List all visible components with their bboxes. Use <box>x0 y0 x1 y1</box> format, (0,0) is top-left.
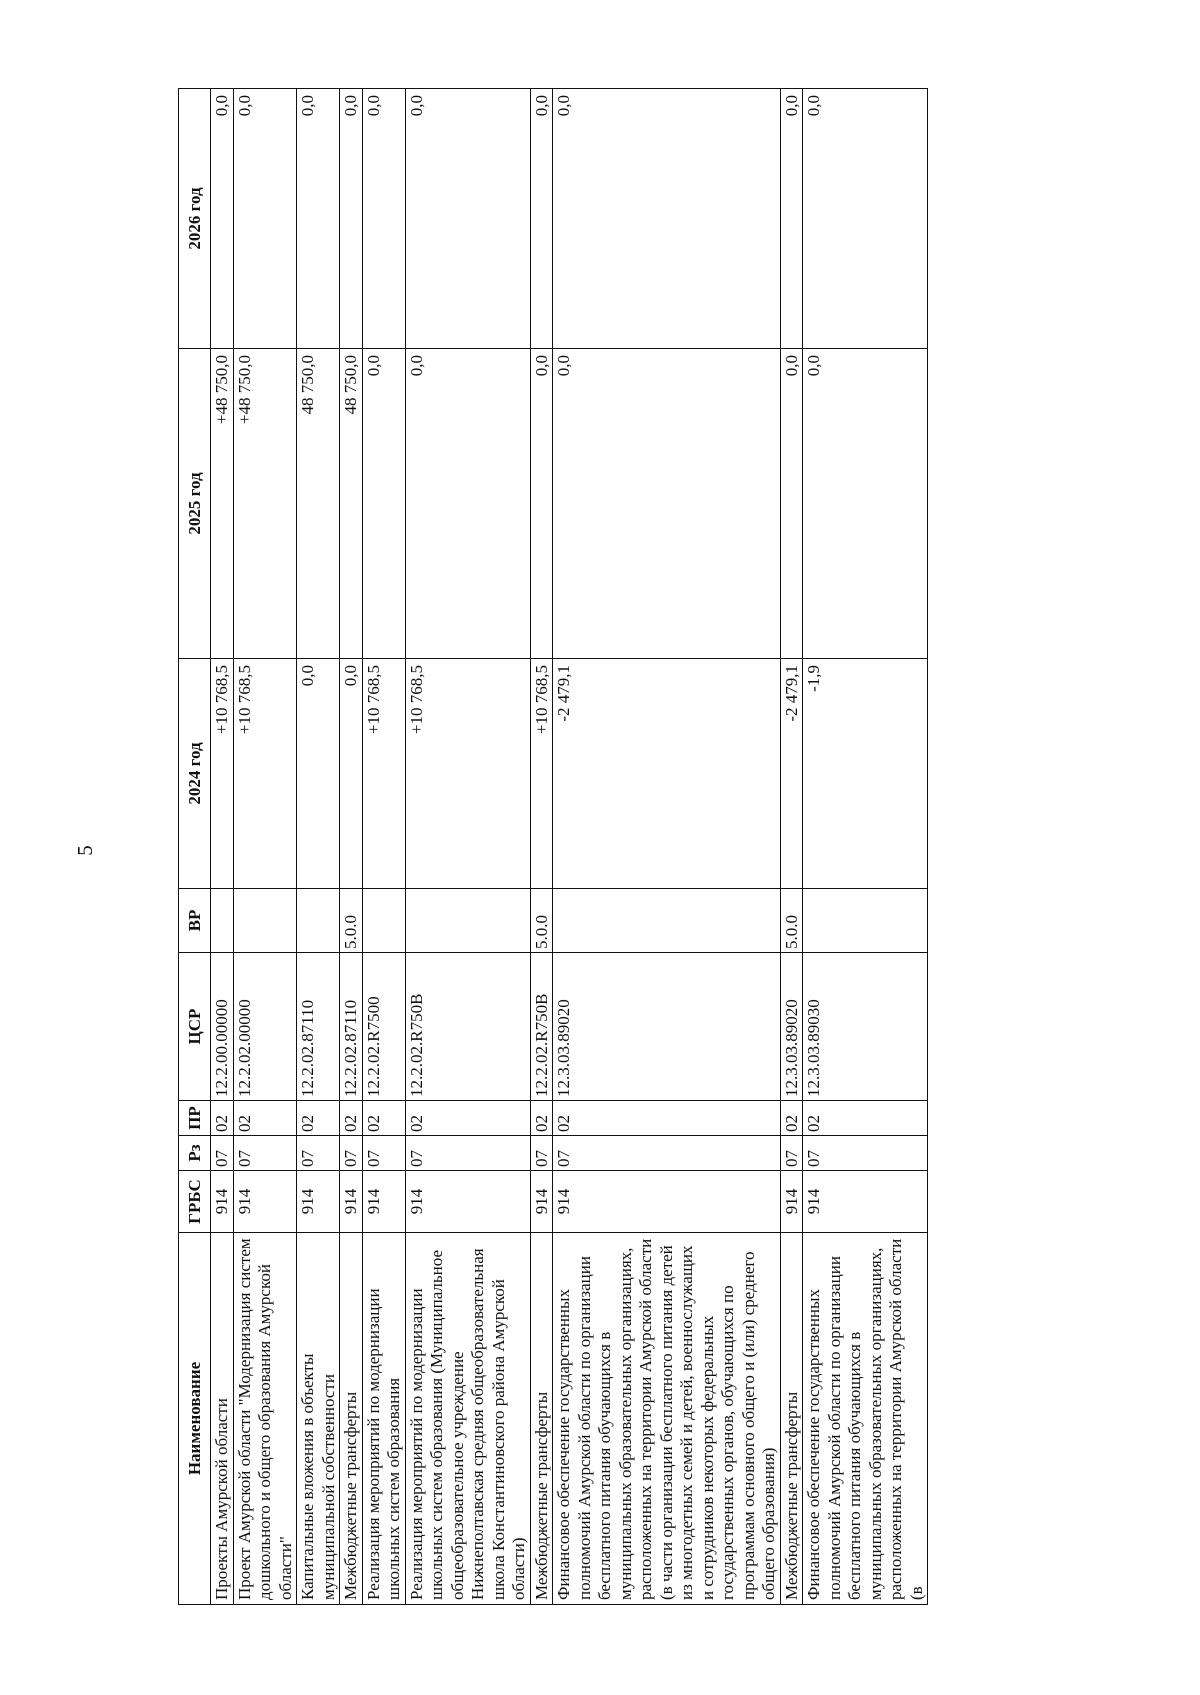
table-row <box>553 89 781 1605</box>
cell-2025: 0,0 <box>362 349 405 659</box>
cell-pr: 02 <box>362 1101 405 1136</box>
cell-grbs: 914 <box>803 1171 928 1233</box>
cell-2026: 0,0 <box>211 89 234 349</box>
cell-2024: -2 479,1 <box>780 659 803 889</box>
cell-csr: 12.2.02.R7500 <box>362 953 405 1101</box>
cell-rz: 07 <box>405 1136 530 1171</box>
table-row <box>803 89 928 1605</box>
header-2025: 2025 год <box>179 349 211 659</box>
cell-2025: 48 750,0 <box>297 349 340 659</box>
cell-2025: +48 750,0 <box>233 349 297 659</box>
cell-2025: 0,0 <box>553 349 781 659</box>
cell-2026: 0,0 <box>780 89 803 349</box>
cell-vr <box>297 889 340 953</box>
cell-rz: 07 <box>362 1136 405 1171</box>
header-pr: ПР <box>179 1101 211 1136</box>
cell-rz: 07 <box>340 1136 363 1171</box>
cell-name: Финансовое обеспечение государственных полномочий Амурской области по организации бесплатного питания обучающихся в муниципальных образовательных организациях, расположенных на территории Амурской области (в части организации бесплатного питания детей из многодетных семей и детей, военнослужащих и сотрудников некоторых федеральных государственных органов, обучающихся по программам основного общего и (или) среднего общего образования) <box>553 1233 781 1605</box>
header-csr: ЦСР <box>179 953 211 1101</box>
cell-vr: 5.0.0 <box>530 889 553 953</box>
table-row <box>362 89 405 1605</box>
cell-csr: 12.2.02.R750B <box>530 953 553 1101</box>
header-2024: 2024 год <box>179 659 211 889</box>
cell-rz: 07 <box>211 1136 234 1171</box>
cell-2026: 0,0 <box>233 89 297 349</box>
cell-grbs: 914 <box>553 1171 781 1233</box>
cell-grbs: 914 <box>297 1171 340 1233</box>
cell-rz: 07 <box>553 1136 781 1171</box>
cell-name: Проект Амурской области "Модернизация систем дошкольного и общего образования Амурской области" <box>233 1233 297 1605</box>
cell-vr <box>803 889 928 953</box>
cell-csr: 12.3.03.89020 <box>553 953 781 1101</box>
cell-pr: 02 <box>780 1101 803 1136</box>
cell-csr: 12.2.02.00000 <box>233 953 297 1101</box>
cell-2024: 0,0 <box>297 659 340 889</box>
cell-2026: 0,0 <box>340 89 363 349</box>
cell-pr: 02 <box>553 1101 781 1136</box>
cell-2024: -2 479,1 <box>553 659 781 889</box>
cell-2026: 0,0 <box>297 89 340 349</box>
rotated-table-container <box>178 89 1111 1605</box>
cell-2025: 0,0 <box>405 349 530 659</box>
table-row <box>297 89 340 1605</box>
cell-2025: 48 750,0 <box>340 349 363 659</box>
cell-csr: 12.2.02.87110 <box>297 953 340 1101</box>
cell-pr: 02 <box>803 1101 928 1136</box>
cell-rz: 07 <box>233 1136 297 1171</box>
table-header-row <box>179 89 211 1605</box>
cell-name: Реализация мероприятий по модернизации школьных систем образования (Муниципальное общеобразовательное учреждение Нижнеполтавская средняя общеобразовательная школа Константиновского района Амурской области) <box>405 1233 530 1605</box>
cell-grbs: 914 <box>362 1171 405 1233</box>
cell-vr <box>233 889 297 953</box>
cell-grbs: 914 <box>211 1171 234 1233</box>
cell-grbs: 914 <box>530 1171 553 1233</box>
cell-name: Реализация мероприятий по модернизации школьных систем образования <box>362 1233 405 1605</box>
cell-name: Межбюджетные трансферты <box>340 1233 363 1605</box>
cell-vr: 5.0.0 <box>340 889 363 953</box>
cell-2024: -1,9 <box>803 659 928 889</box>
cell-2024: +10 768,5 <box>233 659 297 889</box>
cell-rz: 07 <box>780 1136 803 1171</box>
cell-csr: 12.2.00.00000 <box>211 953 234 1101</box>
cell-pr: 02 <box>211 1101 234 1136</box>
cell-grbs: 914 <box>340 1171 363 1233</box>
cell-name: Финансовое обеспечение государственных полномочий Амурской области по организации бесплатного питания обучающихся в муниципальных образовательных организациях, расположенных на территории Амурской области (в <box>803 1233 928 1605</box>
header-2026: 2026 год <box>179 89 211 349</box>
cell-2024: +10 768,5 <box>530 659 553 889</box>
table-row <box>780 89 803 1605</box>
cell-csr: 12.3.03.89030 <box>803 953 928 1101</box>
cell-csr: 12.2.02.87110 <box>340 953 363 1101</box>
cell-pr: 02 <box>297 1101 340 1136</box>
table-row <box>530 89 553 1605</box>
header-vr: ВР <box>179 889 211 953</box>
cell-vr <box>362 889 405 953</box>
cell-rz: 07 <box>803 1136 928 1171</box>
table-row <box>211 89 234 1605</box>
cell-2026: 0,0 <box>803 89 928 349</box>
cell-grbs: 914 <box>233 1171 297 1233</box>
cell-vr <box>211 889 234 953</box>
header-name: Наименование <box>179 1233 211 1605</box>
cell-2024: +10 768,5 <box>405 659 530 889</box>
cell-vr <box>405 889 530 953</box>
cell-name: Межбюджетные трансферты <box>780 1233 803 1605</box>
cell-2025: 0,0 <box>803 349 928 659</box>
cell-csr: 12.3.03.89020 <box>780 953 803 1101</box>
cell-pr: 02 <box>340 1101 363 1136</box>
cell-2025: 0,0 <box>780 349 803 659</box>
cell-rz: 07 <box>530 1136 553 1171</box>
cell-2026: 0,0 <box>405 89 530 349</box>
table-row <box>340 89 363 1605</box>
cell-rz: 07 <box>297 1136 340 1171</box>
cell-2025: 0,0 <box>530 349 553 659</box>
cell-2024: +10 768,5 <box>362 659 405 889</box>
table-row <box>233 89 297 1605</box>
cell-csr: 12.2.02.R750B <box>405 953 530 1101</box>
cell-pr: 02 <box>405 1101 530 1136</box>
cell-2026: 0,0 <box>530 89 553 349</box>
page-number: 5 <box>72 845 97 856</box>
cell-grbs: 914 <box>780 1171 803 1233</box>
cell-2024: 0,0 <box>340 659 363 889</box>
budget-table <box>178 88 928 1605</box>
cell-2025: +48 750,0 <box>211 349 234 659</box>
header-grbs: ГРБС <box>179 1171 211 1233</box>
cell-name: Межбюджетные трансферты <box>530 1233 553 1605</box>
cell-grbs: 914 <box>405 1171 530 1233</box>
cell-name: Капитальные вложения в объекты муниципальной собственности <box>297 1233 340 1605</box>
table-row <box>405 89 530 1605</box>
header-rz: Рз <box>179 1136 211 1171</box>
cell-2024: +10 768,5 <box>211 659 234 889</box>
cell-vr <box>553 889 781 953</box>
cell-name: Проекты Амурской области <box>211 1233 234 1605</box>
cell-pr: 02 <box>530 1101 553 1136</box>
cell-pr: 02 <box>233 1101 297 1136</box>
cell-vr: 5.0.0 <box>780 889 803 953</box>
cell-2026: 0,0 <box>553 89 781 349</box>
cell-2026: 0,0 <box>362 89 405 349</box>
